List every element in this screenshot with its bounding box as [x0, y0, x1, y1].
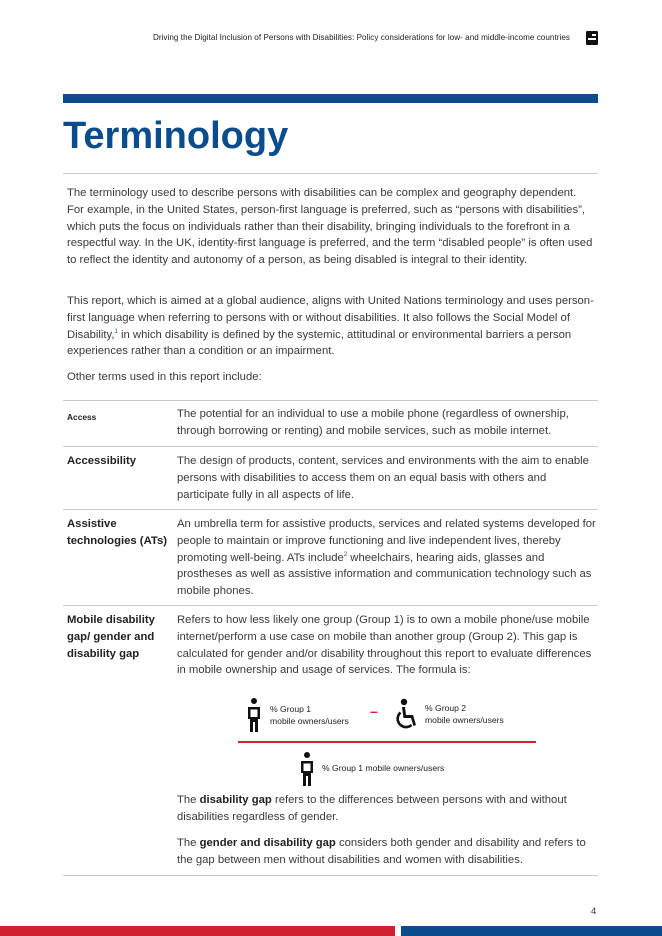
table-divider	[63, 875, 598, 876]
formula-denominator-label: % Group 1 mobile owners/users	[322, 763, 445, 773]
person-icon	[298, 751, 316, 787]
running-header: Driving the Digital Inclusion of Persons with Disabilities: Policy considerations for low- and middle-income countries	[152, 33, 570, 42]
divider	[63, 173, 598, 174]
definition-accessibility: The design of products, content, services and environments with the aim to enable persons with disabilities to access them on an equal basis with others and participate fully in all aspects of life.	[177, 455, 589, 501]
person-icon	[245, 697, 263, 733]
note-gender-disability-gap: The gender and disability gap considers both gender and disability and refers to the gap between men without disabilities and women with disabilities.	[177, 837, 586, 866]
formula-fraction-line	[238, 741, 536, 743]
formula-group1-label: % Group 1 mobile owners/users	[270, 704, 349, 726]
table-divider	[63, 446, 598, 447]
table-divider	[63, 605, 598, 606]
table-divider	[63, 400, 598, 401]
note-disability-gap: The disability gap refers to the differences between persons with and without disabilities regardless of gender.	[177, 794, 567, 823]
page-number: 4	[591, 906, 597, 917]
definition-assistive-technologies: An umbrella term for assistive products, services and related systems developed for people to maintain or improve functioning and live independent lives, thereby promoting well-being. ATs include$^2$ wheelchairs, hearing aids, glasses and prostheses as well as assistive information and communication technology such as mobile phones.	[177, 518, 596, 598]
formula-group2-label: % Group 2 mobile owners/users	[425, 703, 504, 725]
definition-access: The potential for an individual to use a mobile phone (regardless of ownership, through borrowing or renting) and mobile services, such as mobile internet.	[177, 408, 569, 437]
term-access: Access	[67, 412, 97, 422]
footnote-ref-1[interactable]: 1	[114, 328, 118, 335]
intro-paragraph-2: This report, which is aimed at a global audience, aligns with United Nations terminology and uses person-first language when referring to persons with or without disabilities. It also follows the Social Model of Disability,$^1$ in which disability is defined by the systemic, attitudinal or environmental barriers a person experiences rather than a condition or an impairment.	[67, 295, 594, 358]
intro-paragraph-1: The terminology used to describe persons with disabilities can be complex and geography dependent. For example, in the United States, person-first language is preferred, such as “persons with disabilities”, which puts the focus on individuals rather than their disability, bringing individuals to the forefront in a respectful way. In the UK, identity-first language is preferred, and the term “disabled people” is often used to reflect the identity and autonomy of a person, as being disabled is integral to their identity.	[67, 187, 593, 267]
footer-red-bar	[0, 926, 395, 936]
term-assistive-technologies: Assistive technologies (ATs)	[67, 518, 168, 547]
term-disability-gap: Mobile disability gap/ gender and disability gap	[67, 614, 155, 660]
definition-disability-gap: Refers to how less likely one group (Group 1) is to own a mobile phone/use mobile internet/perform a use case on mobile than another group (Group 2). This gap is calculated for gender and/or disability throughout this report to evaluate differences in mobile ownership and usage of services. The formula is:	[177, 614, 592, 677]
wheelchair-user-icon	[394, 698, 420, 732]
formula-minus-sign: –	[370, 703, 378, 719]
term-accessibility: Accessibility	[67, 455, 137, 467]
report-logo-icon	[586, 31, 598, 45]
footnote-ref-2[interactable]: 2	[343, 551, 348, 558]
intro-paragraph-3: Other terms used in this report include:	[67, 371, 262, 383]
table-divider	[63, 509, 598, 510]
footer-blue-bar	[401, 926, 662, 936]
page-title: Terminology	[63, 115, 289, 157]
title-accent-bar	[63, 94, 598, 103]
